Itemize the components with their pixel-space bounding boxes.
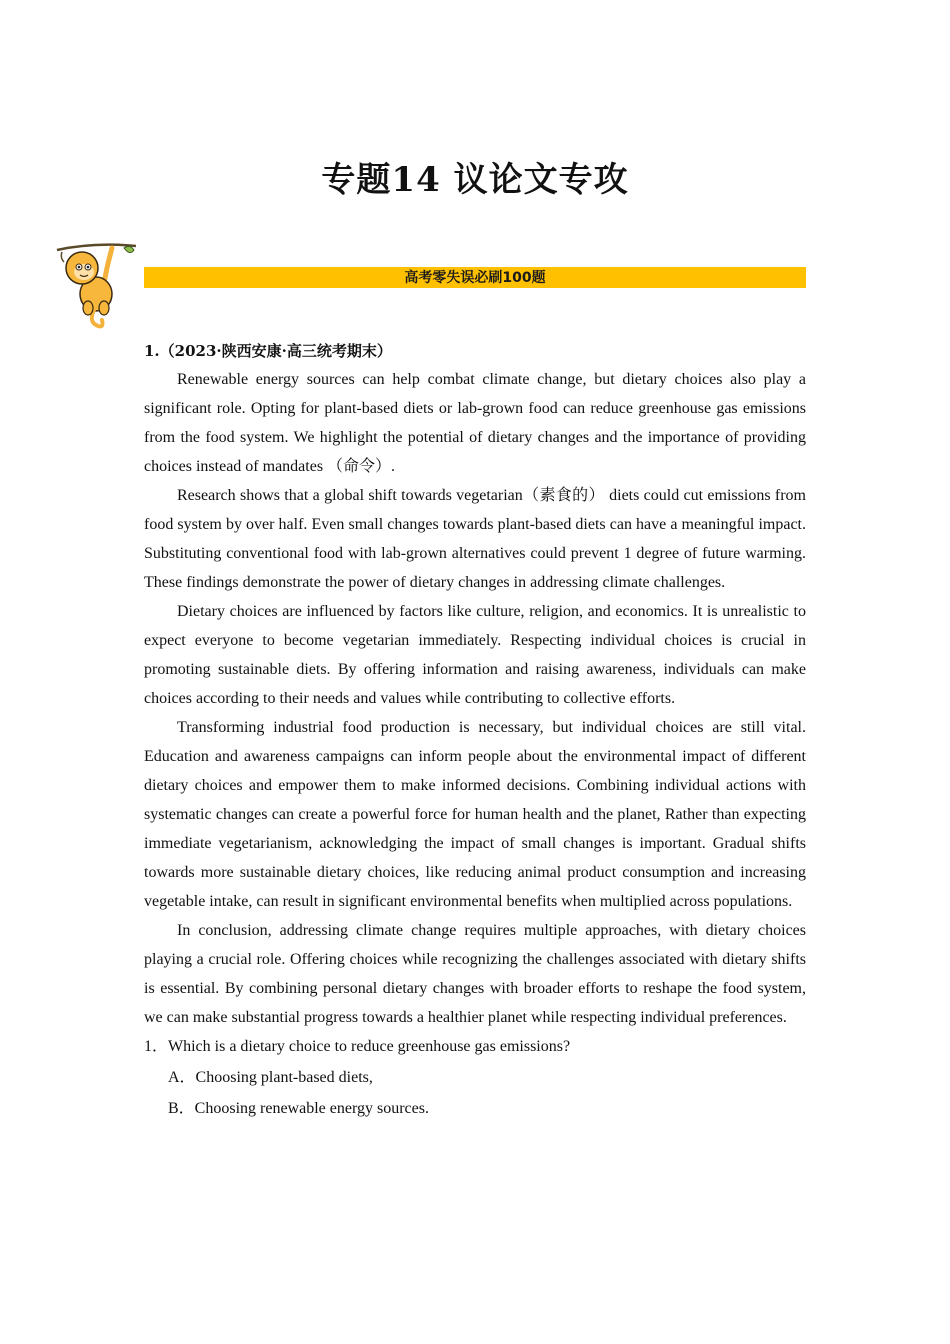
passage-paragraph: Transforming industrial food production is necessary, but individual choices are still vital. Education and awareness campaigns can inform people about the environmental impact of different dietary choices and empower them to make informed decisions. Combining individual actions with systematic changes can create a powerful force for human health and the planet, Rather than expecting immediate vegetarianism, acknowledging the impact of small changes is important. Gradual shifts towards more sustainable dietary choices, like reducing animal product consumption and increasing vegetable intake, can result in significant environmental benefits when multiplied across populations.: [144, 719, 806, 910]
passage-paragraph: Research shows that a global shift towards vegetarian（素食的） diets could cut emissions from food system by over half. Even small changes towards plant-based diets can have a meaningful impact. Substituting conventional food with lab-grown alternatives could prevent 1 degree of future warming. These findings demonstrate the power of dietary changes in addressing climate challenges.: [144, 487, 806, 591]
passage-paragraph: In conclusion, addressing climate change requires multiple approaches, with dietary choices playing a crucial role. Offering choices while recognizing the challenges associated with dietary shifts is essential. By combining personal dietary changes with broader efforts to reshape the food system, we can make substantial progress towards a healthier planet while respecting individual preferences.: [144, 922, 806, 1026]
question-item: [144, 337, 806, 1124]
passage-paragraph: Dietary choices are influenced by factors like culture, religion, and economics. It is unrealistic to expect everyone to become vegetarian immediately. Respecting individual choices is crucial in promoting sustainable diets. By offering information and raising awareness, individuals can make choices according to their needs and values while contributing to collective efforts.: [144, 603, 806, 707]
question-stem: 1．Which is a dietary choice to reduce greenhouse gas emissions?: [144, 1038, 571, 1055]
monkey-hanging-on-vine-icon: [54, 240, 140, 330]
passage-paragraph: Renewable energy sources can help combat climate change, but dietary choices also play a significant role. Opting for plant-based diets or lab-grown food can reduce greenhouse gas emissions from the food system. We highlight the potential of dietary changes and the importance of providing choices instead of mandates （命令）.: [144, 371, 806, 475]
page-title: 专题14 议论文专攻: [321, 160, 629, 200]
section-banner: 高考零失误必刷100题: [144, 267, 806, 288]
answer-option-b: B．Choosing renewable energy sources.: [168, 1100, 429, 1117]
answer-option-a: A．Choosing plant-based diets,: [168, 1069, 373, 1086]
question-source: 1.（2023·陕西安康·高三统考期末）: [144, 342, 392, 360]
